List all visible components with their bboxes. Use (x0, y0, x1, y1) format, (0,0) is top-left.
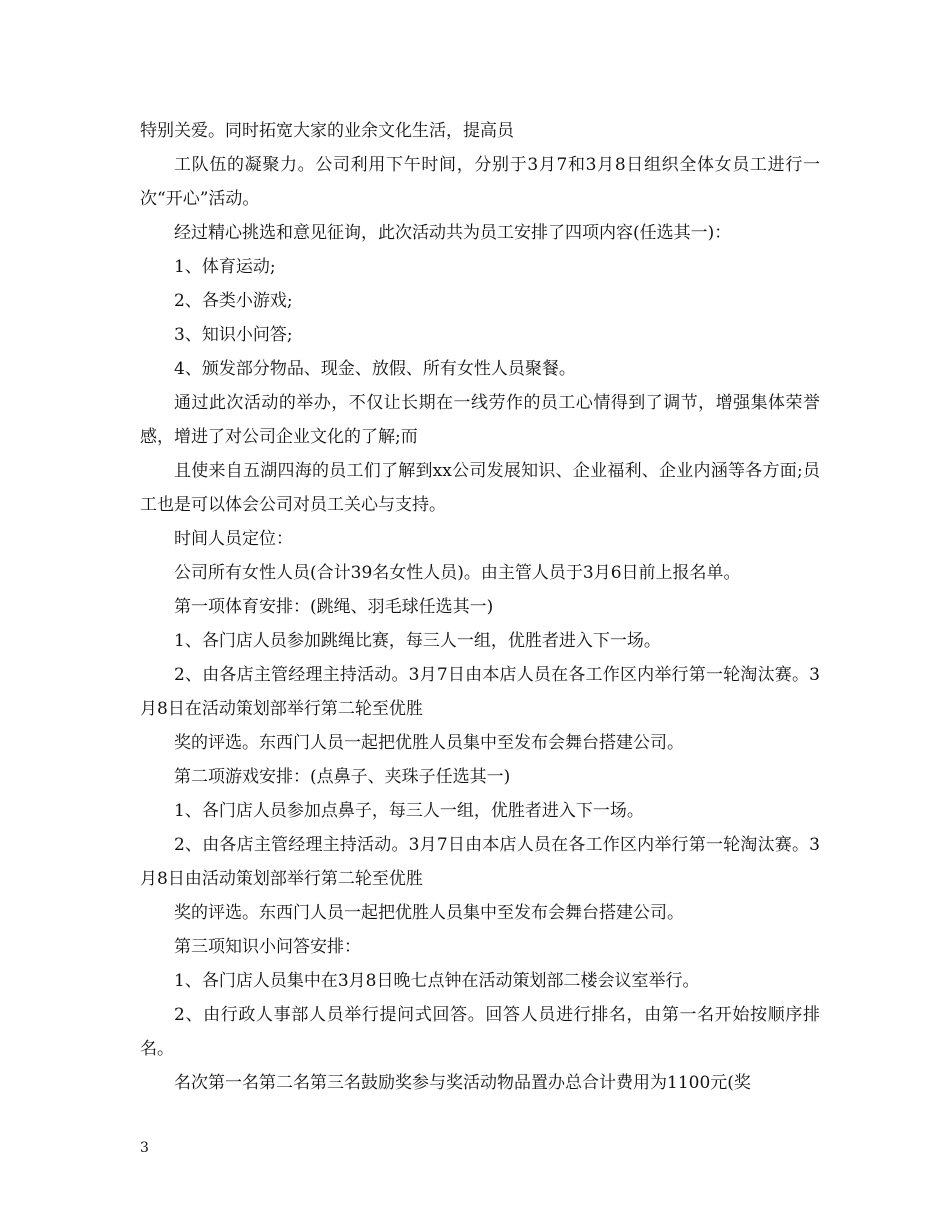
paragraph: 通过此次活动的举办，不仅让长期在一线劳作的员工心情得到了调节，增强集体荣誉感，增进了对公司企业文化的了解;而 (140, 393, 820, 447)
section-heading: 时间人员定位： (174, 529, 293, 549)
list-item: 1、各门店人员参加点鼻子，每三人一组，优胜者进入下一场。 (174, 801, 644, 821)
list-item: 2、由行政人事部人员举行提问式回答。回答人员进行排名，由第一名开始按顺序排名。 (140, 1005, 820, 1059)
paragraph: 经过精心挑选和意见征询，此次活动共为员工安排了四项内容(任选其一)： (174, 223, 732, 243)
paragraph: 奖的评选。东西门人员一起把优胜人员集中至发布会舞台搭建公司。 (174, 903, 684, 923)
list-item: 1、体育运动; (174, 257, 276, 277)
paragraph: 特别关爱。同时拓宽大家的业余文化生活，提高员 (140, 121, 514, 141)
list-item: 1、各门店人员参加跳绳比赛，每三人一组，优胜者进入下一场。 (174, 631, 661, 651)
list-item: 2、由各店主管经理主持活动。3月7日由本店人员在各工作区内举行第一轮淘汰赛。3月8日由活动策划部举行第二轮至优胜 (140, 835, 820, 889)
list-item: 3、知识小问答; (174, 325, 293, 345)
document-body (140, 114, 820, 1100)
paragraph: 名次第一名第二名第三名鼓励奖参与奖活动物品置办总合计费用为1100元(奖 (174, 1073, 751, 1093)
section-heading: 第一项体育安排：(跳绳、羽毛球任选其一) (174, 597, 494, 617)
list-item: 1、各门店人员集中在3月8日晚七点钟在活动策划部二楼会议室举行。 (174, 971, 700, 991)
list-item: 2、各类小游戏; (174, 291, 293, 311)
paragraph: 工队伍的凝聚力。公司利用下午时间，分别于3月7和3月8日组织全体女员工进行一次“开心”活动。 (140, 155, 820, 209)
section-heading: 第二项游戏安排：(点鼻子、夹珠子任选其一) (174, 767, 511, 787)
list-item: 4、颁发部分物品、现金、放假、所有女性人员聚餐。 (174, 359, 576, 379)
section-heading: 第三项知识小问答安排： (174, 937, 361, 957)
paragraph: 奖的评选。东西门人员一起把优胜人员集中至发布会舞台搭建公司。 (174, 733, 684, 753)
paragraph: 公司所有女性人员(合计39名女性人员)。由主管人员于3月6日前上报名单。 (174, 563, 741, 583)
paragraph: 且使来自五湖四海的员工们了解到xx公司发展知识、企业福利、企业内涵等各方面;员工也是可以体会公司对员工关心与支持。 (140, 461, 820, 515)
page-number: 3 (140, 1140, 149, 1156)
list-item: 2、由各店主管经理主持活动。3月7日由本店人员在各工作区内举行第一轮淘汰赛。3月8日在活动策划部举行第二轮至优胜 (140, 665, 820, 719)
